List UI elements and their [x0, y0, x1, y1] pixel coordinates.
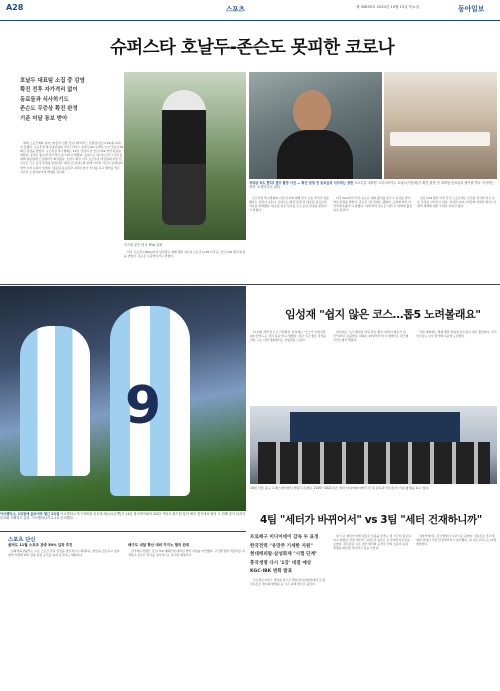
body-text: 이번 대회에는 세계 랭킹 상위권 선수들이 대거 출전한다. 한국 선수들도 다수 참가해 우승에 도전한다. [416, 330, 497, 339]
deck-line: 존슨도 무증상 확진 판정 [20, 106, 78, 113]
deck-line: 확진 전후 자가격리 없이 [20, 87, 78, 94]
brief-text [8, 549, 123, 684]
newspaper-logo[interactable]: 동아일보 [458, 5, 485, 13]
golfer-photo [124, 72, 246, 240]
article-column [20, 141, 123, 281]
lim-headline: 임성재 "쉽지 않은 코스…톱5 노려볼래요" [285, 308, 481, 321]
volleyball-headline: 4팀 "세터가 바뀌어서" vs 3팀 "세터 건재하니까" [260, 514, 482, 526]
deck-line: KGC·IBK 변화 발표 [250, 569, 293, 575]
caption-text: 아르헨티나 축구대표팀 리오넬 메시(오른쪽)가 14일 볼리비아와의 2022 카타르 월드컵 남미 예선 경기에서 팀의 두 번째 골이 터지자 동료와 기뻐하고 있다. 아르헨티나가 2-1로 승리했다. [0, 512, 246, 521]
media-day-photo [250, 406, 497, 484]
article-column [333, 330, 411, 404]
article-column [416, 534, 497, 686]
page-number: A28 [6, 3, 24, 12]
caption-label: 아르헨티나, 1위권에 올라서며 챙긴 2득점 [0, 512, 60, 516]
deck-line: 한국전력 "유망주 기세한 자원" [250, 543, 313, 549]
caption-label: 격리된 속도 빨리! 셀프 촬영 사진 — 확진 판정 전 동료들과 식사하는 장면 [249, 181, 354, 185]
body-text: 미국 프로골프(PGA)투어 남자골프 세계 랭킹 1위 더스틴 존슨(36·미국)도 코로나19 확진 판정을 받았다. 존슨은 무증상이라고 밝혔다. [124, 250, 246, 259]
section-title: 스포츠 [226, 5, 245, 13]
article-column [250, 578, 327, 686]
body-text: 미국 PGA투어 선수 존슨은 대회 출전을 앞두고 검사를 받아 양성 판정을 받았다. 존슨은 "몸 상태는 괜찮다. 규정에 따라 자가격리하겠다"고 말했다. 이에 따라 존슨은 이번 주 대회에 출전하지 못한다. [333, 196, 412, 213]
body-text: 한국배구연맹은 코로나19 재확산에 대비한 방역 지침을 마련했다. 구단별 방역 책임자를 지정하고 선수단 검사를 정기적으로 실시할 예정이다. [128, 549, 245, 558]
selfie-photo [249, 72, 382, 179]
caption-text: 포르투갈 대표팀 크리스티아누 호날두(가운데)가 확진 판정 전 대표팀 동료들과 셀카를 찍고 식사하는 장면. 소셜미디어 캡처 [249, 181, 495, 189]
body-text: 포르투갈 축구협회의 이번 조치에 대해 선수 보호 관리가 허술했다는 지적이 나온다. 호날두는 확진 판정 전 대표팀 동료들과 식사를 함께했다. 대표팀 측은 선수들 모두 음성 판정을 받았다고 밝혔다. [249, 196, 329, 213]
article-column [249, 196, 329, 280]
deck-line: 동료들과 식사하기도 [20, 96, 69, 103]
deck-line: 프로배구 미디어데이 감독 두 표정 [250, 535, 319, 540]
body-text: 세계 스포츠계의 슈퍼스타들이 신종 코로나바이러스 감염증(코로나19)을 피하지 못했다. 포르투갈 축구대표팀의 크리스티아누 호날두(35·유벤투스)가 코로나19 확진 판정을 받았다. 포르투갈 축구협회는 13일 "호날두가 코로나19 양성 판정을 받았다. 증상은 없으며 자가격리 중"이라고 밝혔다. 호날두는 네이션스리그 경기를 위해 대표팀에 소집됐다가 확진됐다. 호날두 확진 이후 포르투갈 대표팀의 다른 선수들은 모두 음성 판정을 받았지만, 확진 전 호날두와 함께 식사한 사진이 공개되며 방역 수칙 논란이 일었다. 대표팀 동료들과 나란히 앉아 식사를 하고 셀카를 찍은 사진이 소셜미디어에 게재된 것이다. [20, 141, 123, 174]
masthead [0, 0, 500, 21]
article-column [417, 196, 497, 280]
section-divider [0, 284, 500, 285]
football-photo: 9 [0, 286, 246, 511]
team-dinner-photo [384, 72, 497, 179]
lead-deck [20, 77, 120, 124]
deck-line: 흥국생명 다시 '1강' 대결 예상 [250, 560, 312, 566]
body-text: 코로나19 확산 이후 각국 스포츠계는 무관중 경기와 선수 보호 조치를 이어가고 있다. 하지만 슈퍼스타들의 잇따른 확진으로 방역 체계에 대한 우려가 커지고 있다. [417, 196, 497, 209]
body-text: 문화체육관광부는 프로 스포츠 관중 입장을 점진적으로 확대하는 방안을 검토하고 있다. 방역 상황에 따라 관중 입장 규모를 늘려 나간다는 계획이다. [8, 549, 121, 558]
photo-caption: 더스틴 존슨 미국 PGA 골퍼 [124, 243, 163, 247]
deck-line: 현대캐피탈·삼성화재 "시험 단계" [250, 552, 318, 558]
body-text: 더 CJ컵 개막 앞두고 기자회견. 임성재는 "코스가 어렵지만 톱5 안에 드는 것이 목표"라고 말했다. 지난 시즌 좋은 성적을 거둔 그는 이번 대회에서도 상위권을 노린다. [250, 330, 326, 343]
lead-headline: 슈퍼스타 호날두-존슨도 못피한 코로나 [110, 38, 395, 58]
body-text: 새 시즌 세터가 바뀐 팀들은 호흡을 맞추는 데 시간이 필요하다고 밝혔다. 반면 세터가 그대로인 팀들은 조직력에 자신감을 보였다. 감독들은 시즌 초반 세터와 공격수 간의 호흡이 순위 경쟁을 좌우할 것이라고 입을 모았다. [333, 534, 411, 551]
article-column [250, 330, 328, 404]
brief-headline: 골퍼도 11월 스포츠 관중 50% 입장 추진 [8, 543, 73, 547]
body-text: 프로배구 V리그 개막을 앞두고 열린 미디어데이에서 각 팀 감독들은 세터의 변화를 올 시즌 최대 변수로 꼽았다. [250, 578, 326, 587]
briefs-title: 스포츠 단신 [8, 537, 36, 543]
photo-caption: 14일 서울 중구 프레스센터에서 열린 프로배구 2020~2021시즌 개막 미디어데이에서 각 팀 감독과 선수들이 기념 촬영을 하고 있다. [250, 486, 430, 490]
body-text: 여자부에서는 흥국생명이 '1강'으로 꼽혔다. 감독들은 흥국생명의 전력이 가장 안정적이라고 평가했다. 새 시즌 V리그는 17일 개막한다. [416, 534, 497, 547]
brief-text [128, 549, 246, 684]
article-column [124, 250, 246, 282]
section-divider [0, 531, 246, 532]
photo-caption [0, 512, 246, 530]
deck-line: 호날두 대표팀 소집 중 감염 [20, 78, 85, 84]
deck-line: 기준 미달 통보 받아 [20, 115, 68, 122]
article-column [333, 534, 411, 686]
body-text: 임성재는 "쇼트게임과 퍼팅 감이 좋다. 바람이 변수가 될 것"이라고 덧붙였다. 대회는 15일부터 미국 네바다주 라스베이거스에서 열린다. [333, 330, 409, 343]
article-column [333, 196, 413, 280]
photo-caption [249, 181, 497, 193]
brief-headline: 배구도 내달 확산 대비 카지노 협의 완료 [128, 543, 190, 547]
article-column [416, 330, 497, 404]
issue-date: 제 30835호 2020년 10월 15일 목요일 [356, 5, 420, 9]
